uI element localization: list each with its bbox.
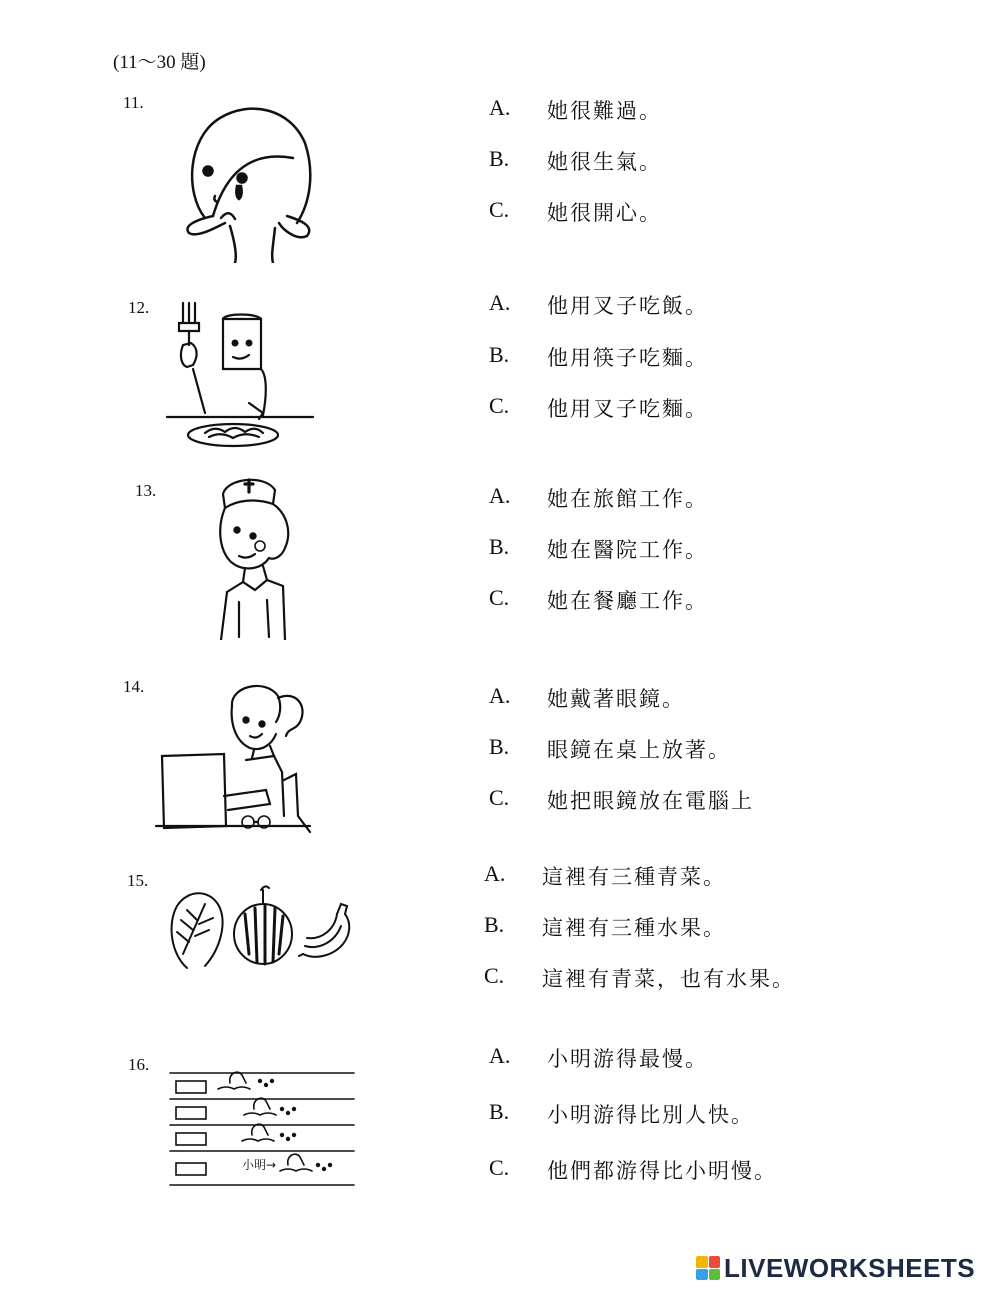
option-12b[interactable]: B. 他用筷子吃麵。 xyxy=(489,342,708,370)
option-14b[interactable]: B. 眼鏡在桌上放著。 xyxy=(489,734,731,762)
logo-square xyxy=(696,1269,708,1281)
option-11c[interactable]: C. 她很開心。 xyxy=(489,197,662,225)
option-16c[interactable]: C. 他們都游得比小明慢。 xyxy=(489,1155,777,1183)
vegetable-watermelon-banana-illustration xyxy=(165,884,361,970)
option-15a[interactable]: A. 這裡有三種青菜。 xyxy=(484,861,726,889)
liveworksheets-logo[interactable] xyxy=(696,1253,992,1283)
section-header: (11～30 題) xyxy=(113,52,206,73)
swimming-race-illustration xyxy=(168,1065,358,1190)
question-number: 15. xyxy=(127,871,149,890)
nurse-illustration xyxy=(205,472,305,640)
xiaoming-label: 小明→ xyxy=(242,1158,277,1172)
option-11a[interactable]: A. 她很難過。 xyxy=(489,95,662,123)
option-15b[interactable]: B. 這裡有三種水果。 xyxy=(484,912,726,940)
question-number: 11. xyxy=(123,93,144,112)
option-13b[interactable]: B. 她在醫院工作。 xyxy=(489,534,708,562)
option-12a[interactable]: A. 他用叉子吃飯。 xyxy=(489,290,708,318)
question-number: 12. xyxy=(128,298,150,317)
boy-eating-with-fork-illustration xyxy=(165,295,315,457)
girl-at-computer-illustration xyxy=(150,676,315,836)
brand-name: LIVEWORKSHEETS xyxy=(724,1253,976,1283)
option-11b[interactable]: B. 她很生氣。 xyxy=(489,146,662,174)
option-15c[interactable]: C. 這裡有青菜，也有水果。 xyxy=(484,963,795,991)
question-number: 13. xyxy=(135,481,157,500)
logo-square xyxy=(709,1269,721,1281)
question-number: 16. xyxy=(128,1055,150,1074)
logo-grid-icon xyxy=(696,1256,720,1280)
option-14a[interactable]: A. 她戴著眼鏡。 xyxy=(489,683,685,711)
option-14c[interactable]: C. 她把眼鏡放在電腦上 xyxy=(489,785,754,813)
logo-square xyxy=(709,1256,721,1268)
question-number: 14. xyxy=(123,677,145,696)
option-12c[interactable]: C. 他用叉子吃麵。 xyxy=(489,393,708,421)
crying-girl-illustration xyxy=(175,98,315,263)
option-16b[interactable]: B. 小明游得比別人快。 xyxy=(489,1099,754,1127)
option-13c[interactable]: C. 她在餐廳工作。 xyxy=(489,585,708,613)
logo-square xyxy=(696,1256,708,1268)
option-16a[interactable]: A. 小明游得最慢。 xyxy=(489,1043,708,1071)
option-13a[interactable]: A. 她在旅館工作。 xyxy=(489,483,708,511)
